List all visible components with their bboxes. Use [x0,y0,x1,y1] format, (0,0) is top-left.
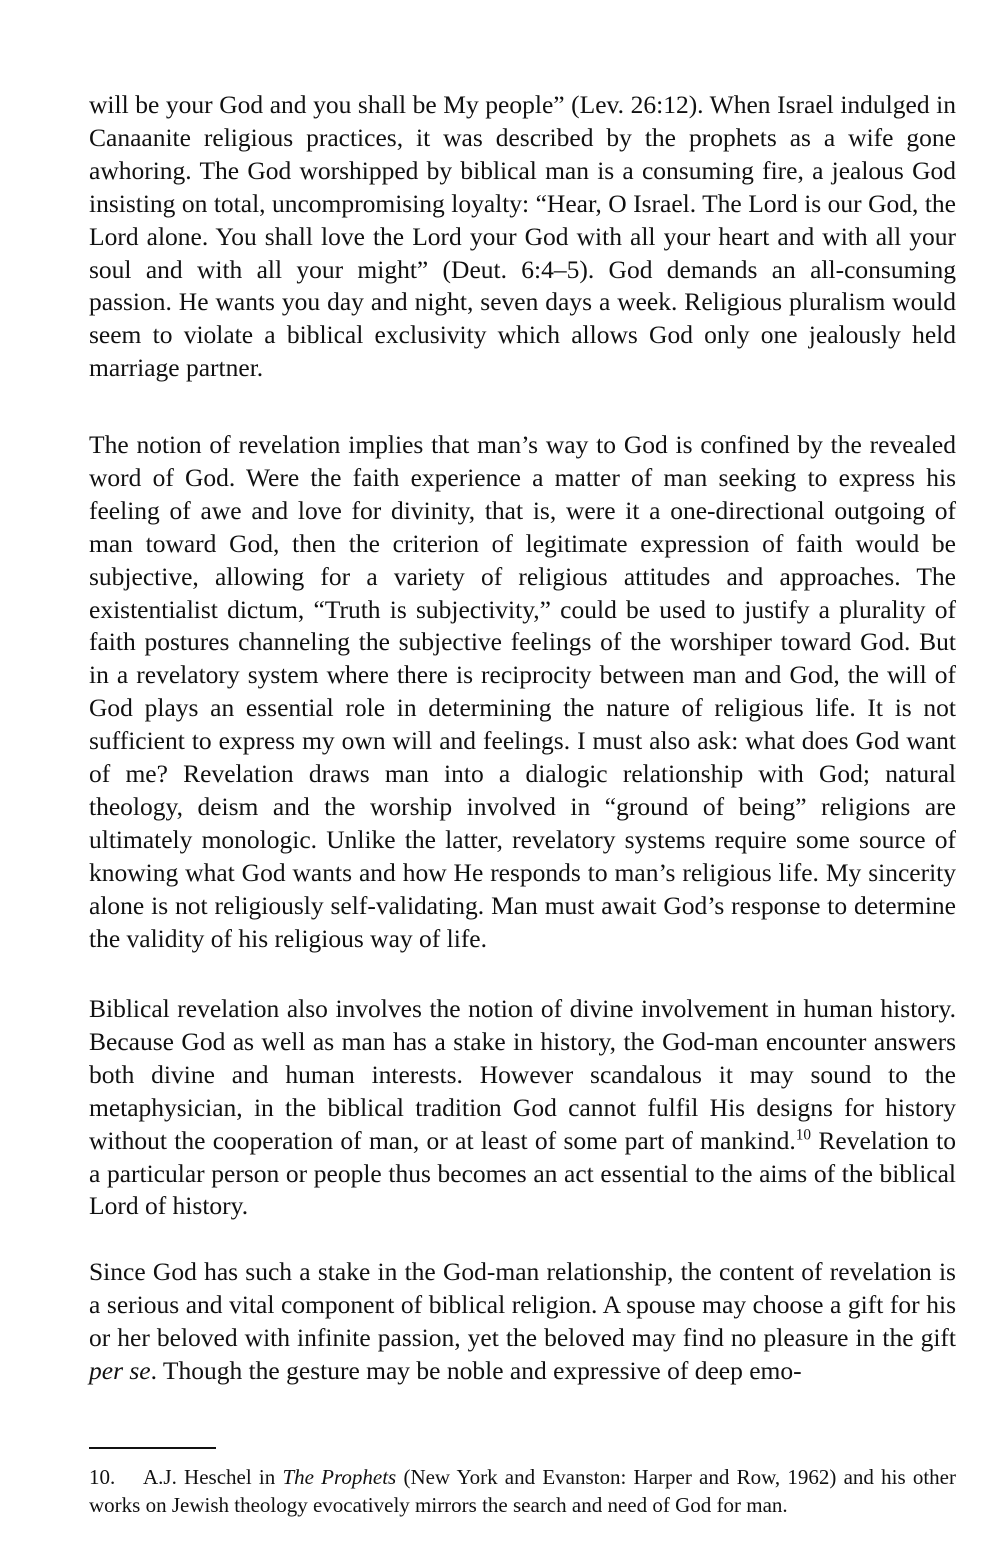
paragraph-4 [89,1256,956,1388]
footnote-rest: (New York and Evanston: Harper and Row, 1962) and his other works on Jewish theology evocatively mirrors the search and need of God for man. [89,1465,956,1517]
footnote-divider [89,1447,216,1449]
paragraph-2: The notion of revelation implies that man’s way to God is confined by the revealed word of God. Were the faith experience a matter of man seeking to express his feeling of awe and love for divinity, that is, were it a one-directional outgoing of man toward God, then the criterion of legitimate expression of faith would be subjective, allowing for a variety of religious attitudes and approaches. The existentialist dictum, “Truth is subjectivity,” could be used to justify a plurality of faith postures channeling the subjective feelings of the worshiper toward God. But in a revelatory system where there is reciprocity between man and God, the will of God plays an essential role in determining the nature of religious life. It is not sufficient to express my own will and feelings. I must also ask: what does God want of me? Revelation draws man into a dialogic relationship with God; natural theology, deism and the worship involved in “ground of being” religions are ultimately monologic. Unlike the latter, revelatory systems require some source of knowing what God wants and how He responds to man’s religious life. My sincerity alone is not religiously self-validating. Man must await God’s response to determine the validity of his religious way of life. [89,430,956,953]
paragraph-3 [89,993,956,1223]
paragraph-4-text: Since God has such a stake in the God-man relationship, the content of revelation is a serious and vital component of biblical religion. A spouse may choose a gift for his or her beloved with infinite passion, yet the beloved may find no pleasure in the gift [89,1257,956,1352]
footnote [89,1463,956,1519]
footnote-reference: 10 [795,1126,812,1144]
paragraph-3-tail: Revelation to a particular person or people thus becomes an act essential to the aims of the biblical Lord of history. [89,1125,956,1221]
paragraph-4-italic: per se [89,1355,151,1385]
paragraph-1: will be your God and you shall be My people” (Lev. 26:12). When Israel indulged in Canaanite religious practices, it was described by the prophets as a wife gone awhoring. The God worshipped by biblical man is a consuming fire, a jealous God insisting on total, uncompromising loyalty: “Hear, O Israel. The Lord is our God, the Lord alone. You shall love the Lord your God with all your heart and with all your soul and with all your might” (Deut. 6:4–5). God demands an all-consuming passion. He wants you day and night, seven days a week. Religious pluralism would seem to violate a biblical exclusivity which allows God only one jealously held marriage partner. [89,90,956,383]
paragraph-3-text: Biblical revelation also involves the notion of divine involvement in human history. Because God as well as man has a stake in history, the God-man encounter answers both divine and human interests. However scandalous it may sound to the metaphysician, in the biblical tradition God cannot fulfil His designs for history without the cooperation of man, or at least of some part of mankind. [89,994,956,1155]
paragraph-4-tail: . Though the gesture may be noble and expressive of deep emo- [150,1355,802,1385]
footnote-book-title: The Prophets [282,1465,397,1489]
footnote-number: 10. [89,1465,116,1489]
footnote-lead: A.J. Heschel in [143,1465,283,1489]
